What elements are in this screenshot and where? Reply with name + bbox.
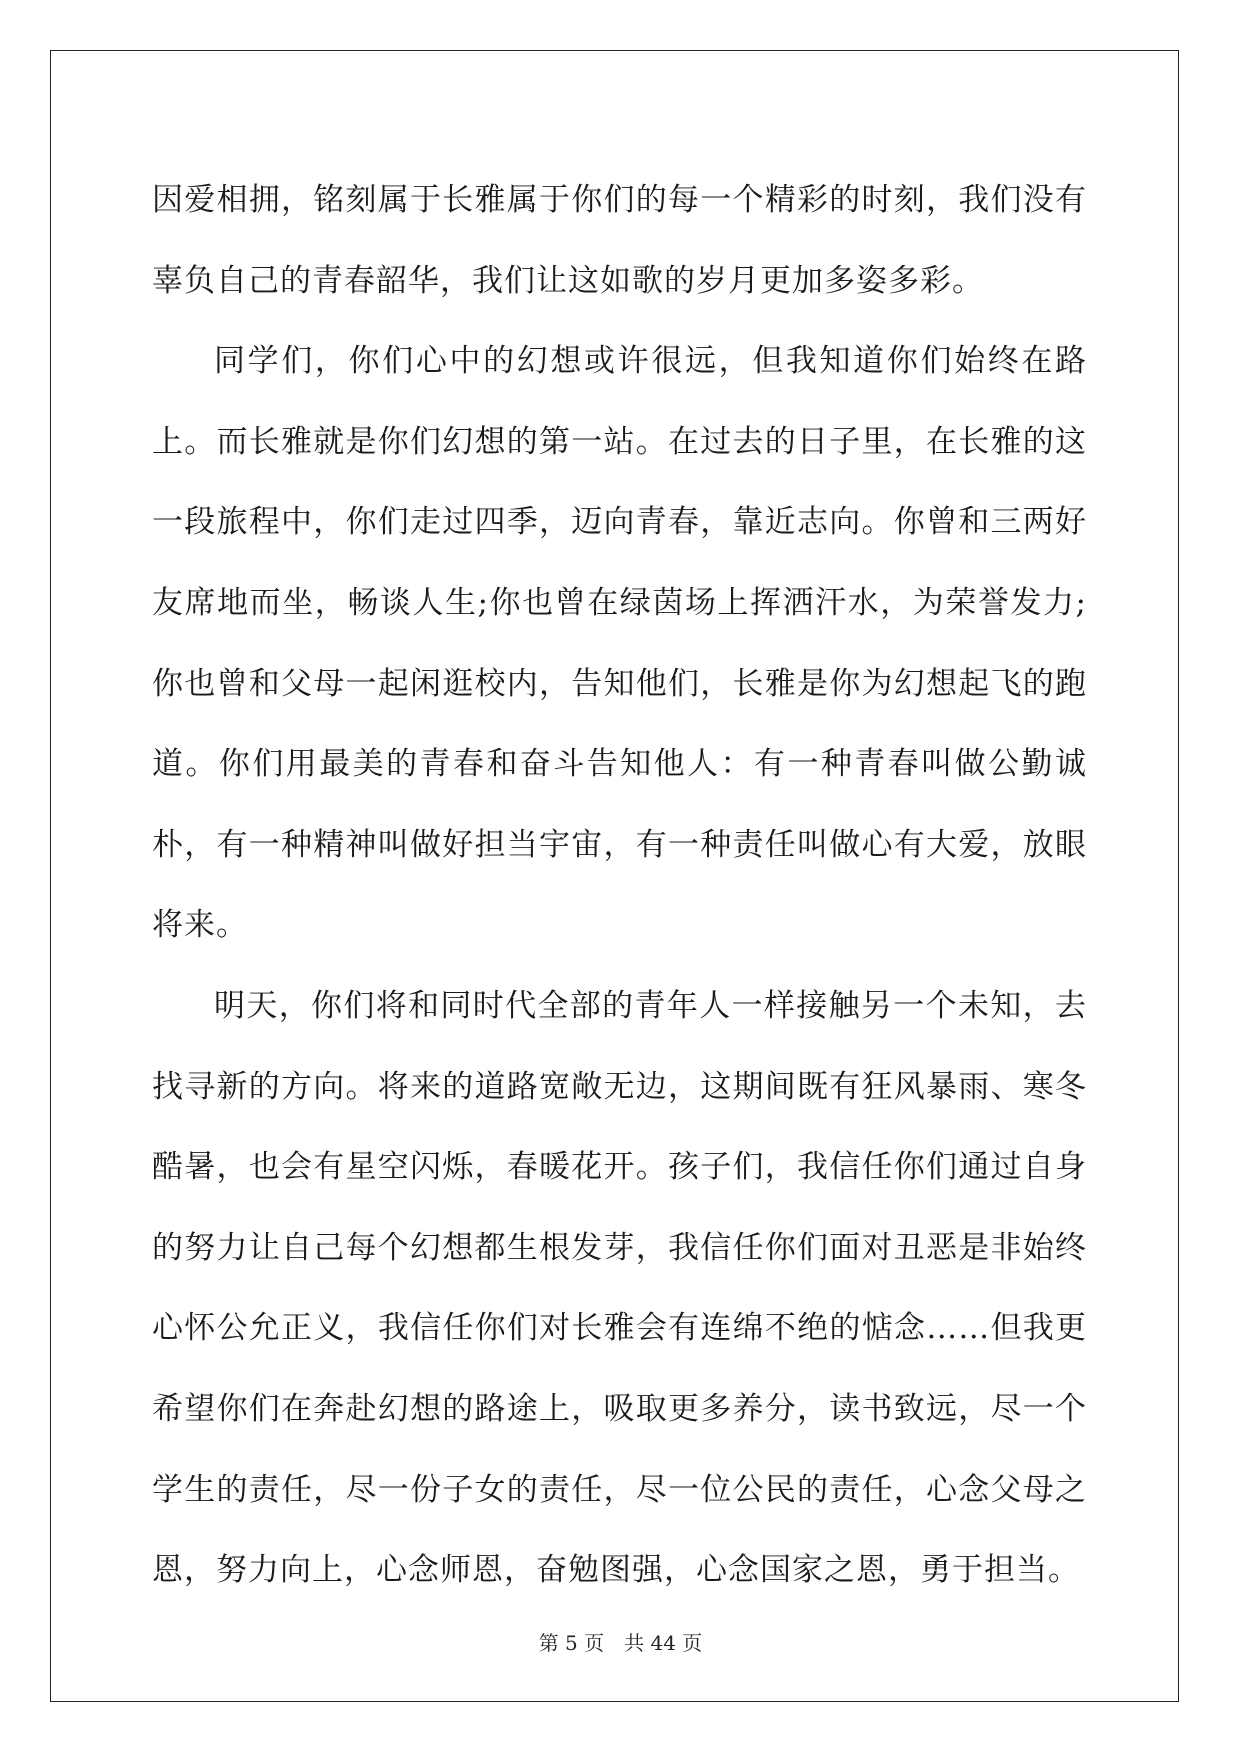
paragraph-3: 明天，你们将和同时代全部的青年人一样接触另一个未知，去找寻新的方向。将来的道路宽敞无边，这期间既有狂风暴雨、寒冬酷暑，也会有星空闪烁，春暖花开。孩子们，我信任你们通过自身的努力让自己每个幻想都生根发芽，我信任你们面对丑恶是非始终心怀公允正义，我信任你们对长雅会有连绵不绝的惦念……但我更希望你们在奔赴幻想的路途上，吸取更多养分，读书致远，尽一个学生的责任，尽一份子女的责任，尽一位公民的责任，心念父母之恩，努力向上，心念师恩，奋勉图强，心念国家之恩，勇于担当。 — [152, 987, 1087, 1589]
page-total: 共 44 页 — [624, 1631, 703, 1655]
page-number: 第 5 页 — [538, 1631, 605, 1655]
paragraph-1: 因爱相拥，铭刻属于长雅属于你们的每一个精彩的时刻，我们没有辜负自己的青春韶华，我们让这如歌的岁月更加多姿多彩。 — [152, 182, 1087, 299]
paragraph-2: 同学们，你们心中的幻想或许很远，但我知道你们始终在路上。而长雅就是你们幻想的第一站。在过去的日子里，在长雅的这一段旅程中，你们走过四季，迈向青春，靠近志向。你曾和三两好友席地而坐，畅谈人生;你也曾在绿茵场上挥洒汗水，为荣誉发力;你也曾和父母一起闲逛校内，告知他们，长雅是你为幻想起飞的跑道。你们用最美的青春和奋斗告知他人：有一种青春叫做公勤诚朴，有一种精神叫做好担当宇宙，有一种责任叫做心有大爱，放眼将来。 — [152, 343, 1087, 944]
document-body — [152, 160, 1087, 1611]
page-footer — [0, 1627, 1241, 1656]
